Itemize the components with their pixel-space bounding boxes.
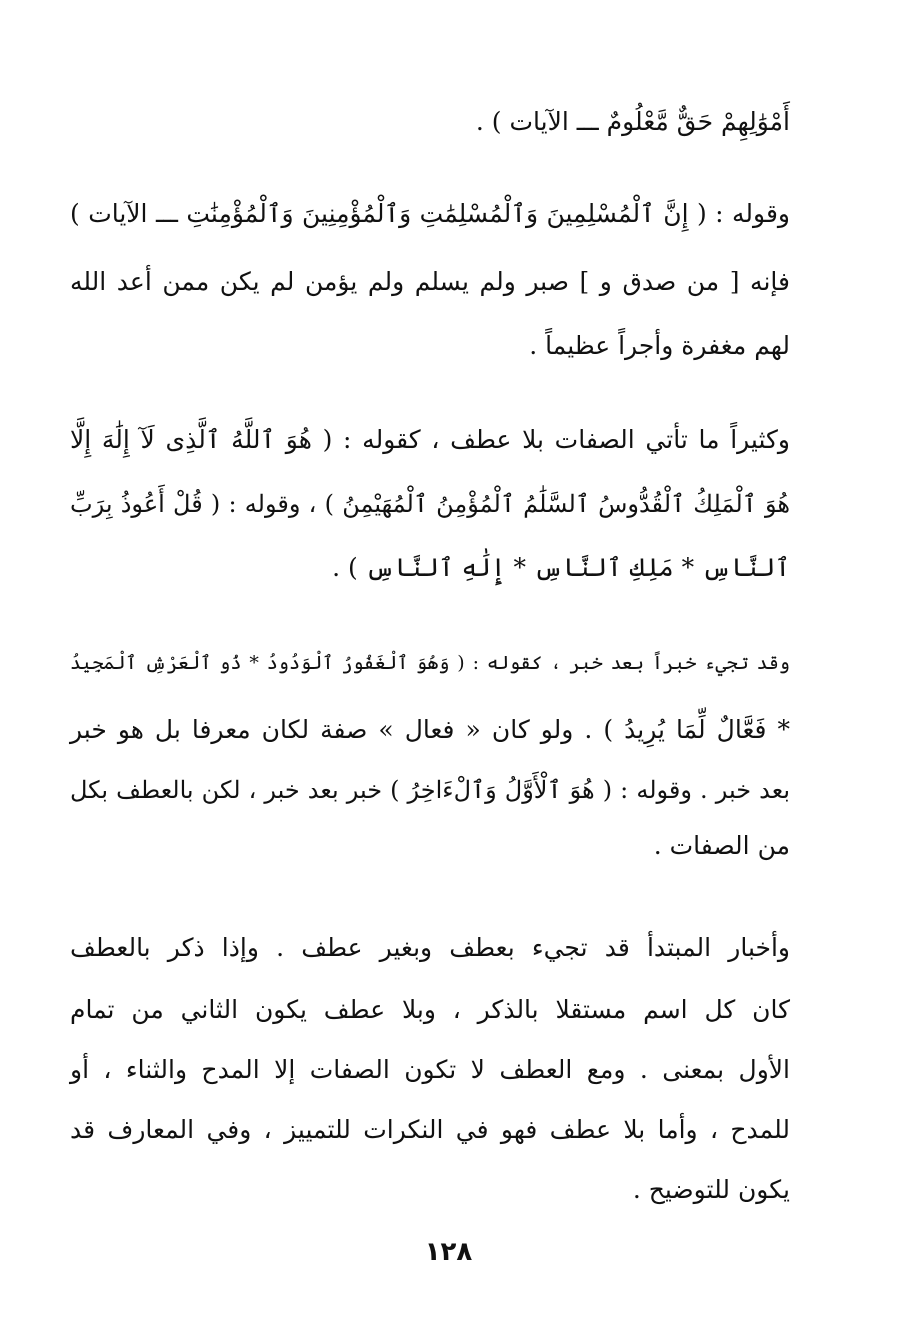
text-line: * فَعَّالٌ لِّمَا يُرِيدُ ) . ولو كان « فعال » صفة لكان معرفا بل هو خبر xyxy=(70,715,790,744)
text-line: لهم مغفرة وأجراً عظيماً . xyxy=(529,331,790,360)
text-line: وقد تجيء خبراً بعد خبر ، كقوله : ( وَهُوَ ٱلْغَفُورُ ٱلْوَدُودُ * ذُو ٱلْعَرْشِ ٱلْمَجِيدُ xyxy=(70,652,790,674)
text-line: كان كل اسم مستقلا بالذكر ، وبلا عطف يكون الثاني من تمام xyxy=(70,995,790,1024)
text-line: وأخبار المبتدأ قد تجيء بعطف وبغير عطف . وإذا ذكر بالعطف xyxy=(70,933,790,962)
page-number: ١٢٨ xyxy=(424,1237,473,1267)
text-line: وكثيراً ما تأتي الصفات بلا عطف ، كقوله : ( هُوَ ٱللَّهُ ٱلَّذِى لَآ إِلَٰهَ إِلَّا xyxy=(70,425,790,454)
text-line: هُوَ ٱلْمَلِكُ ٱلْقُدُّوسُ ٱلسَّلَٰمُ ٱلْمُؤْمِنُ ٱلْمُهَيْمِنُ ) ، وقوله : ( قُلْ أَعُوذُ بِرَبِّ xyxy=(70,490,790,518)
text-line: للمدح ، وأما بلا عطف فهو في النكرات للتمييز ، وفي المعارف قد xyxy=(70,1115,790,1144)
text-line: وقوله : ( إِنَّ ٱلْمُسْلِمِينَ وَٱلْمُسْلِمَٰتِ وَٱلْمُؤْمِنِينَ وَٱلْمُؤْمِنَٰتِ ـــ الآيات ) xyxy=(70,199,790,228)
text-line: يكون للتوضيح . xyxy=(632,1175,790,1204)
text-line: الأول بمعنى . ومع العطف لا تكون الصفات إلا المدح والثناء ، أو xyxy=(70,1055,790,1084)
text-line: أَمْوَٰلِهِمْ حَقٌّ مَّعْلُومٌ ـــ الآيات ) . xyxy=(475,107,790,136)
text-line: فإنه [ من صدق و ] صبر ولم يسلم ولم يؤمن لم يكن ممن أعد الله xyxy=(70,267,790,296)
text-line: من الصفات . xyxy=(653,831,790,860)
text-line: ٱلنَّاسِ * مَلِكِ ٱلنَّاسِ * إِلَٰهِ ٱلنَّاسِ ) . xyxy=(332,553,790,582)
text-line: بعد خبر . وقوله : ( هُوَ ٱلْأَوَّلُ وَٱلْءَاخِرُ ) خبر بعد خبر ، لكن بالعطف بكل xyxy=(70,776,790,804)
